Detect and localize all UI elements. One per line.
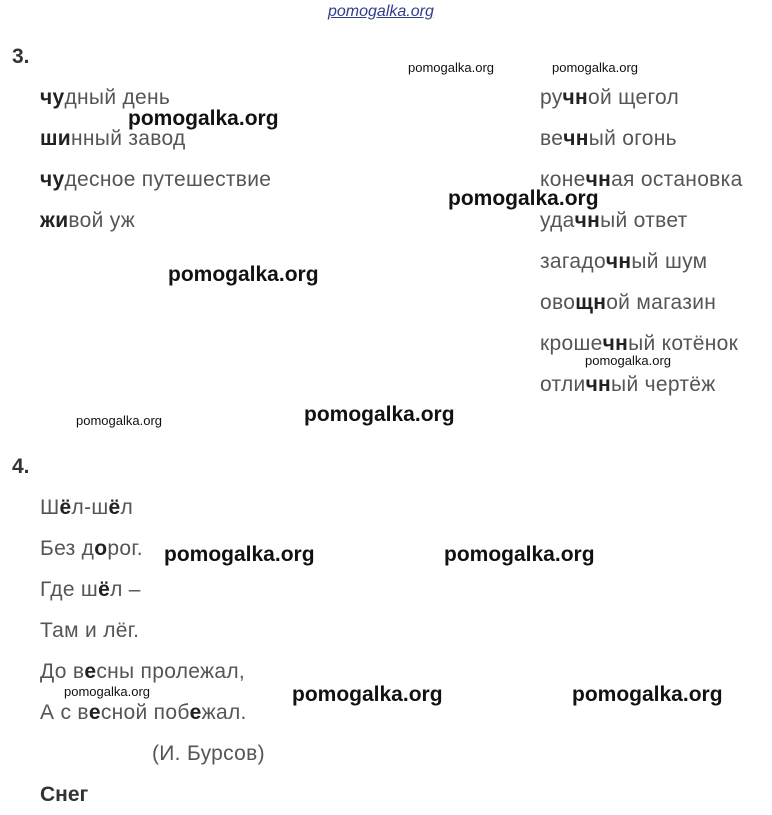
highlighted-letters: чн [574,209,601,232]
highlighted-letters: щн [575,291,607,314]
watermark: pomogalka.org [292,683,443,706]
text-segment: Где ш [40,578,99,601]
text-segment: ый огонь [588,127,677,150]
word-combination [540,373,716,397]
task-3-number: 3. [12,45,30,68]
text-segment: л-ш [71,496,109,519]
highlighted-letters: ё [98,578,111,601]
highlighted-letters: чн [585,168,612,191]
text-segment: ый чертёж [611,373,716,396]
highlighted-letters: е [88,701,101,724]
poem-line [40,578,141,602]
text-segment: десное путешествие [64,168,272,191]
text-segment: ру [540,86,563,109]
riddle-answer: Снег [40,783,89,806]
poem-line [40,660,245,684]
text-segment: уда [540,209,575,232]
highlighted-letters: чн [605,250,632,273]
watermark: pomogalka.org [76,413,162,428]
text-segment: До в [40,660,85,683]
word-combination [40,209,135,233]
poem-line [40,701,247,725]
word-combination [540,127,677,151]
text-segment: коне [540,168,586,191]
header-watermark[interactable]: pomogalka.org [328,3,434,20]
watermark: pomogalka.org [168,263,319,286]
poem-line [40,496,133,520]
watermark: pomogalka.org [164,543,315,566]
text-segment: ый котёнок [628,332,739,355]
task-4-number: 4. [12,455,30,478]
word-combination [40,168,271,192]
highlighted-letters: чн [563,127,589,150]
text-segment: вой уж [68,209,136,232]
highlighted-letters: жи [40,209,69,232]
highlighted-letters: чн [602,332,629,355]
text-segment: сной поб [100,701,190,724]
word-combination [540,86,679,110]
highlighted-letters: чу [40,86,65,109]
poem-line [40,619,139,643]
text-segment: ве [540,127,564,150]
word-combination [540,209,688,233]
text-segment: кроше [540,332,603,355]
poem-author: (И. Бурсов) [152,742,265,765]
text-segment: рог. [107,537,143,560]
word-combination [540,250,707,274]
highlighted-letters: чу [40,168,65,191]
watermark: pomogalka.org [408,60,494,75]
word-combination [540,291,716,315]
text-segment: отли [540,373,586,396]
watermark: pomogalka.org [128,107,279,130]
highlighted-letters: ё [59,496,72,519]
text-segment: ово [540,291,576,314]
watermark: pomogalka.org [572,683,723,706]
watermark: pomogalka.org [448,187,599,210]
highlighted-letters: о [94,537,108,560]
watermark: pomogalka.org [444,543,595,566]
text-segment: ой магазин [606,291,717,314]
watermark: pomogalka.org [552,60,638,75]
text-segment: ый шум [631,250,708,273]
text-segment: нный завод [71,127,186,150]
highlighted-letters: чн [585,373,612,396]
highlighted-letters: чн [562,86,589,109]
highlighted-letters: ши [40,127,72,150]
text-segment: дный день [64,86,171,109]
text-segment: сны пролежал, [96,660,246,683]
text-segment: загадо [540,250,606,273]
text-segment: ый ответ [600,209,688,232]
watermark: pomogalka.org [585,353,671,368]
text-segment: л [120,496,134,519]
text-segment: ой щегол [588,86,680,109]
text-segment: Ш [40,496,60,519]
highlighted-letters: ё [108,496,121,519]
text-segment: жал. [201,701,247,724]
text-segment: Без д [40,537,95,560]
text-segment: л – [110,578,141,601]
text-segment: ая остановка [611,168,743,191]
highlighted-letters: е [84,660,97,683]
highlighted-letters: е [189,701,202,724]
text-segment: А с в [40,701,89,724]
poem-line [40,537,143,561]
watermark: pomogalka.org [64,684,150,699]
text-segment: Там и лёг. [40,619,140,642]
watermark: pomogalka.org [304,403,455,426]
